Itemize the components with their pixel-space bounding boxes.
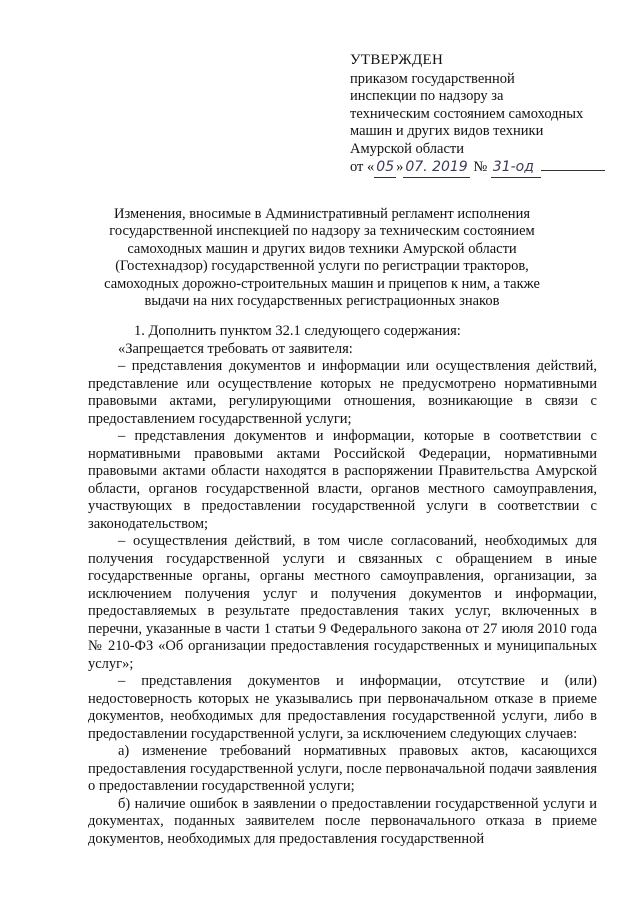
approval-heading: УТВЕРЖДЕН (350, 52, 444, 68)
title-line: Изменения, вносимые в Административный регламент исполнения (113, 206, 531, 222)
title-line: самоходных дорожно-строительных машин и прицепов к ним, а также (104, 275, 540, 292)
approval-line: приказом государственной (350, 70, 515, 87)
title-line: (Гостехнадзор) государственной услуги по регистрации тракторов, (115, 258, 529, 275)
date-day: 05 (374, 159, 396, 178)
document-body (88, 323, 597, 848)
paragraph-item-1: 1. Дополнить пунктом 32.1 следующего содержания: (134, 323, 461, 339)
paragraph-prohibition-intro: «Запрещается требовать от заявителя: (118, 340, 353, 357)
document-title (96, 206, 548, 310)
date-mid: » (396, 159, 404, 175)
paragraph-dash-4: – представления документов и информации, отсутствие и (или) недостоверность которых не указывались при первоначальном отказе в приеме документов, необходимых для предоставления государственной услуги, либо в предоставлении государственной услуги, за исключением следующих случаев: (88, 673, 597, 742)
paragraph-case-b: б) наличие ошибок в заявлении о предоставлении государственной услуги и документах, поданных заявителем после первоначального отказа в приеме документов, необходимых для предоставления государственной (88, 795, 597, 847)
number-underline (541, 158, 605, 171)
approval-date-row (350, 158, 600, 178)
date-month-year: 07. 2019 (403, 159, 469, 178)
date-prefix: от « (350, 159, 375, 175)
number-sign: № (473, 159, 488, 175)
approval-line: инспекции по надзору за (350, 88, 504, 104)
title-line: государственной инспекцией по надзору за техническим состоянием (109, 223, 535, 240)
approval-stamp (350, 52, 600, 178)
title-line: выдачи на них государственных регистрационных знаков (144, 293, 500, 310)
paragraph-case-a: а) изменение требований нормативных правовых актов, касающихся предоставления государственной услуги, после первоначальной подачи заявления о предоставлении государственной услуги; (88, 743, 597, 794)
approval-line: машин и других видов техники (350, 123, 544, 139)
order-number: 31-од (491, 159, 541, 178)
paragraph-dash-2: – представления документов и информации, которые в соответствии с нормативными правовыми актами Российской Федерации, нормативными правовыми актами области находятся в распоряжении Правительства Амурской области, органов государственной власти, органов местного самоуправления, участвующих в предоставлении государственной услуги в соответствии с законодательством; (88, 428, 597, 532)
approval-line: техническим состоянием самоходных (350, 105, 584, 122)
paragraph-dash-3: – осуществления действий, в том числе согласований, необходимых для получения государственной услуги и связанных с обращением в иные государственные органы, органы местного самоуправления, организации, за исключением получения услуг и получения документов и информации, предоставляемых в результате предоставления таких услуг, включенных в перечни, указанные в части 1 статьи 9 Федерального закона от 27 июля 2010 года № 210-ФЗ «Об организации предоставления государственных и муниципальных услуг»; (88, 533, 597, 672)
paragraph-dash-1: – представления документов и информации или осуществления действий, представление или осуществление которых не предусмотрено нормативными правовыми актами, регулирующими отношения, возникающие в связи с предоставлением государственной услуги; (88, 358, 597, 427)
title-line: самоходных машин и других видов техники Амурской области (127, 240, 517, 257)
approval-line: Амурской области (350, 140, 464, 157)
